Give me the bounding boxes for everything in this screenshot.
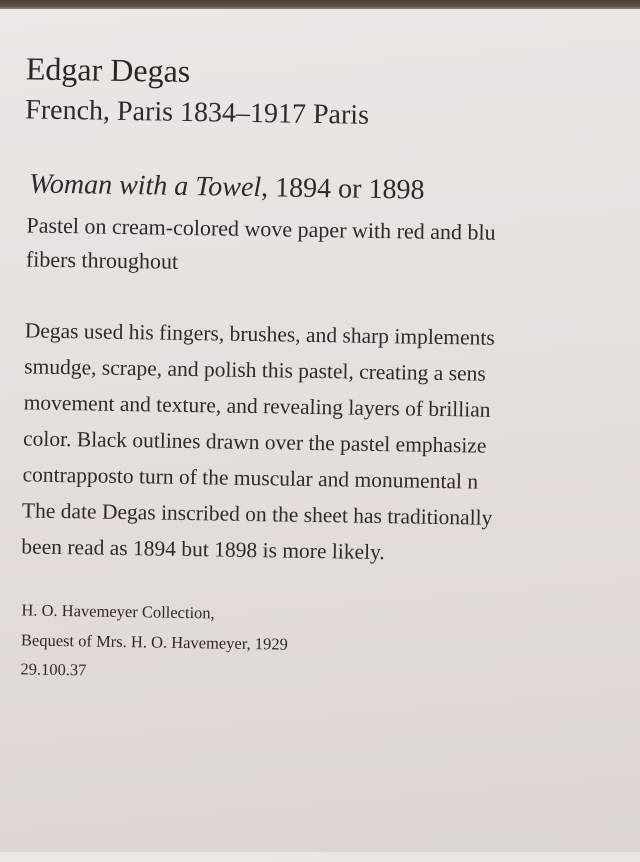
description-line-4: color. Black outlines drawn over the pastel emphasize [22,426,487,458]
artwork-title: Woman with a Towel [28,168,262,204]
artist-nationality: French, Paris 1834–1917 Paris [25,94,370,131]
artwork-medium-line-1: Pastel on cream-colored wove paper with red and blu [26,212,496,245]
accession-number: 29.100.37 [20,659,87,680]
credit-line-2: Bequest of Mrs. H. O. Havemeyer, 1929 [20,630,289,654]
artwork-title-line [29,168,425,206]
description-line-5: contrapposto turn of the muscular and monumental n [22,462,479,494]
credit-line-1: H. O. Havemeyer Collection, [21,600,215,623]
description-line-7: been read as 1894 but 1898 is more likely. [21,534,385,565]
description-line-2: smudge, scrape, and polish this pastel, creating a sens [24,354,486,386]
artist-name: Edgar Degas [25,50,191,89]
description-line-1: Degas used his fingers, brushes, and sharp implements [24,318,495,350]
artwork-date: , 1894 or 1898 [260,172,425,206]
description-line-3: movement and texture, and revealing layers of brillian [23,390,491,422]
artwork-medium-line-2: fibers throughout [25,246,179,274]
description-line-6: The date Degas inscribed on the sheet has traditionally [21,498,493,530]
